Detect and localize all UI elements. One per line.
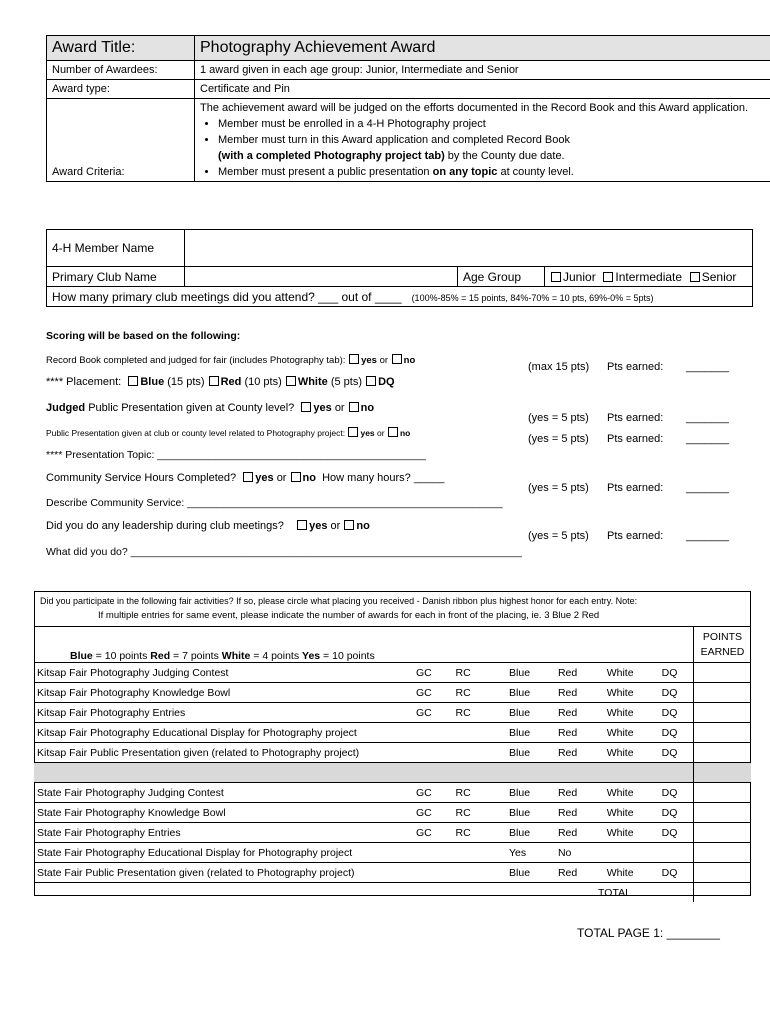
meetings-row — [47, 287, 753, 307]
criteria-text: by the County due date. — [444, 150, 565, 162]
criteria-bold: on any topic — [432, 166, 498, 178]
placement-line — [46, 376, 395, 388]
senior-checkbox[interactable] — [690, 272, 700, 282]
pts-earned-blank[interactable]: _______ — [686, 361, 729, 373]
placing-option[interactable] — [413, 723, 453, 743]
placing-option[interactable]: Red — [555, 723, 604, 743]
separator-cell — [604, 763, 659, 783]
placing-option[interactable]: Red — [555, 683, 604, 703]
event-name: Kitsap Fair Photography Entries — [34, 703, 413, 723]
award-info-table — [46, 35, 770, 182]
yes-label: yes — [313, 402, 332, 414]
placing-option[interactable]: Blue — [506, 823, 555, 843]
judged-label: Judged — [46, 402, 86, 414]
placing-option[interactable]: Blue — [506, 783, 555, 803]
meetings-scale: (100%-85% = 15 points, 84%-70% = 10 pts, 69%-0% = 5pts) — [411, 292, 654, 303]
criteria-item — [218, 164, 770, 180]
placing-option[interactable]: DQ — [659, 683, 694, 703]
separator-cell — [413, 763, 453, 783]
placing-option[interactable]: DQ — [659, 783, 694, 803]
points-earned-cell[interactable] — [693, 783, 751, 803]
judged-text: Public Presentation given at County level? — [88, 402, 295, 414]
placing-option[interactable]: RC — [453, 803, 507, 823]
placing-option[interactable]: White — [604, 783, 659, 803]
pts-earned-label: Pts earned: — [607, 412, 664, 424]
fair-total-cell[interactable] — [693, 883, 751, 903]
fair-total-row — [34, 883, 751, 903]
placing-option[interactable] — [659, 843, 694, 863]
placing-option[interactable]: DQ — [659, 743, 694, 763]
fair-row — [34, 683, 751, 703]
placing-option[interactable]: RC — [453, 663, 507, 683]
placing-option[interactable] — [453, 863, 507, 883]
separator-cell — [453, 763, 507, 783]
event-name: State Fair Photography Educational Display for Photography project — [34, 843, 413, 863]
intermediate-label: Intermediate — [615, 269, 683, 284]
placing-option[interactable]: GC — [413, 783, 453, 803]
community-line — [46, 472, 444, 484]
placing-option[interactable] — [413, 843, 453, 863]
dq-checkbox[interactable] — [366, 376, 376, 386]
points-header-1: POINTS — [702, 630, 742, 643]
no-label: no — [356, 520, 370, 532]
award-title-label: Award Title: — [47, 36, 195, 61]
placing-option[interactable]: RC — [453, 823, 507, 843]
placing-option[interactable]: GC — [413, 663, 453, 683]
club-name-field[interactable] — [185, 267, 458, 287]
separator-cell — [34, 763, 413, 783]
placing-option[interactable]: White — [604, 663, 659, 683]
club-name-label: Primary Club Name — [47, 267, 185, 287]
judged-yes-checkbox[interactable] — [301, 402, 311, 412]
placing-option[interactable]: Red — [555, 703, 604, 723]
placing-option[interactable]: DQ — [659, 723, 694, 743]
yes-label: yes — [361, 355, 377, 366]
placing-option[interactable]: White — [604, 683, 659, 703]
points-earned-cell[interactable] — [693, 663, 751, 683]
criteria-item: • Member must be enrolled in a 4-H Photography project — [218, 116, 770, 132]
red-pts: (10 pts) — [244, 376, 282, 388]
senior-label: Senior — [701, 269, 737, 284]
points-earned-cell[interactable] — [693, 843, 751, 863]
fair-table — [34, 626, 751, 902]
record-book-line — [46, 354, 415, 366]
placing-option[interactable]: Red — [555, 783, 604, 803]
placing-option[interactable]: DQ — [659, 703, 694, 723]
fair-row — [34, 863, 751, 883]
placing-option[interactable]: GC — [413, 823, 453, 843]
pts-earned-blank[interactable]: _______ — [686, 412, 729, 424]
yes-label: yes — [360, 428, 375, 438]
legend-yes: Yes — [302, 650, 321, 662]
separator-cell — [693, 763, 751, 783]
yes-label: yes — [309, 520, 328, 532]
legend-red-val: = 7 points — [170, 650, 222, 662]
legend-blue-val: = 10 points — [92, 650, 151, 662]
pts-yes5: (yes = 5 pts) — [528, 530, 589, 542]
criteria-text: Member must turn in this Award application and completed Record Book — [218, 134, 570, 146]
leadership-line — [46, 520, 370, 532]
member-info-table — [46, 229, 753, 307]
placing-option[interactable]: White — [604, 703, 659, 723]
placing-option[interactable]: Blue — [506, 683, 555, 703]
age-group-label: Age Group — [458, 267, 545, 287]
placing-option[interactable]: DQ — [659, 863, 694, 883]
dq-label: DQ — [378, 376, 395, 388]
event-name: State Fair Photography Knowledge Bowl — [34, 803, 413, 823]
separator-cell — [555, 763, 604, 783]
points-earned-cell[interactable] — [693, 823, 751, 843]
no-label: no — [399, 428, 411, 438]
fair-row — [34, 823, 751, 843]
placing-option[interactable]: DQ — [659, 803, 694, 823]
award-title-value: Photography Achievement Award — [195, 36, 770, 61]
separator-cell — [659, 763, 694, 783]
placing-option[interactable]: White — [604, 863, 659, 883]
or-label: or — [379, 355, 389, 366]
describe-community[interactable]: Describe Community Service: ______________________________________________________ — [46, 497, 503, 509]
fair-row — [34, 663, 751, 683]
placing-option[interactable]: Yes — [506, 843, 555, 863]
pts-max15: (max 15 pts) — [528, 361, 590, 373]
junior-checkbox[interactable] — [551, 272, 561, 282]
fair-separator-row — [34, 763, 751, 783]
fair-row — [34, 843, 751, 863]
placing-option[interactable] — [453, 843, 507, 863]
placing-option[interactable]: Red — [555, 743, 604, 763]
scoring-heading: Scoring will be based on the following: — [46, 330, 241, 342]
legend-red: Red — [150, 650, 171, 662]
awardees-label: Number of Awardees: — [47, 61, 195, 80]
placing-option[interactable]: RC — [453, 683, 507, 703]
placing-option[interactable] — [453, 723, 507, 743]
placing-option[interactable]: Blue — [506, 803, 555, 823]
leadership-no-checkbox[interactable] — [344, 520, 354, 530]
placing-option[interactable]: Blue — [506, 863, 555, 883]
placing-option[interactable]: Blue — [506, 743, 555, 763]
placing-option[interactable]: RC — [453, 783, 507, 803]
pts-earned-blank[interactable]: _______ — [686, 530, 729, 542]
criteria-item — [218, 132, 770, 164]
pts-earned-blank[interactable]: _______ — [686, 433, 729, 445]
event-name: Kitsap Fair Public Presentation given (related to Photography project) — [34, 743, 413, 763]
legend-blue: Blue — [70, 650, 93, 662]
points-header-2: EARNED — [700, 645, 745, 658]
white-checkbox[interactable] — [286, 376, 296, 386]
leadership-yes-checkbox[interactable] — [297, 520, 307, 530]
yes-label: yes — [255, 472, 274, 484]
community-text: Community Service Hours Completed? — [46, 472, 237, 484]
criteria-text: at county level. — [497, 166, 574, 178]
points-legend — [34, 627, 693, 663]
placing-option[interactable] — [453, 743, 507, 763]
placing-option[interactable]: Blue — [506, 723, 555, 743]
community-yes-checkbox[interactable] — [243, 472, 253, 482]
red-checkbox[interactable] — [209, 376, 219, 386]
pts-earned-label: Pts earned: — [607, 361, 664, 373]
fair-row — [34, 743, 751, 763]
event-name: State Fair Public Presentation given (related to Photography project) — [34, 863, 413, 883]
placing-option[interactable]: Red — [555, 663, 604, 683]
red-label: Red — [220, 376, 242, 388]
points-earned-cell[interactable] — [693, 723, 751, 743]
fair-instructions-2: If multiple entries for same event, please indicate the number of awards for each in front of the placing, ie. 3 Blue 2 Red — [98, 610, 600, 621]
placement-label: **** Placement: — [46, 376, 122, 388]
fair-row — [34, 803, 751, 823]
criteria-list — [200, 116, 770, 180]
separator-cell — [506, 763, 555, 783]
criteria-bold: (with a completed Photography project tab) — [218, 150, 445, 162]
placing-option[interactable]: Red — [555, 863, 604, 883]
how-many-hours[interactable]: How many hours? _____ — [322, 472, 445, 484]
club-presentation-yes-checkbox[interactable] — [348, 427, 358, 437]
placing-option[interactable]: White — [604, 823, 659, 843]
legend-white-val: = 4 points — [250, 650, 303, 662]
pts-earned-label: Pts earned: — [607, 482, 664, 494]
judged-no-checkbox[interactable] — [349, 402, 359, 412]
placing-option[interactable]: Red — [555, 823, 604, 843]
junior-label: Junior — [563, 269, 596, 284]
points-earned-cell[interactable] — [693, 683, 751, 703]
placing-option[interactable]: Blue — [506, 663, 555, 683]
placing-option[interactable]: RC — [453, 703, 507, 723]
pts-earned-label: Pts earned: — [607, 530, 664, 542]
fair-row — [34, 703, 751, 723]
placing-option[interactable]: GC — [413, 703, 453, 723]
placing-option[interactable]: Blue — [506, 703, 555, 723]
member-name-field[interactable] — [185, 230, 753, 267]
placing-option[interactable]: GC — [413, 683, 453, 703]
points-earned-cell[interactable] — [693, 803, 751, 823]
club-presentation-text: Public Presentation given at club or county level related to Photography project: — [46, 428, 346, 438]
meetings-question: How many primary club meetings did you attend? ___ out of ____ — [52, 289, 402, 304]
blue-label: Blue — [140, 376, 165, 388]
blue-checkbox[interactable] — [128, 376, 138, 386]
community-no-checkbox[interactable] — [291, 472, 301, 482]
award-type-label: Award type: — [47, 80, 195, 99]
event-name: State Fair Photography Judging Contest — [34, 783, 413, 803]
event-name: Kitsap Fair Photography Educational Display for Photography project — [34, 723, 413, 743]
or-label: or — [334, 402, 345, 414]
placing-option[interactable] — [413, 743, 453, 763]
points-earned-cell[interactable] — [693, 703, 751, 723]
what-did-you-do[interactable]: What did you do? ___________________________________________________________________ — [46, 546, 522, 558]
member-name-label: 4-H Member Name — [47, 230, 185, 267]
no-label: no — [403, 355, 416, 366]
legend-white: White — [221, 650, 251, 662]
leadership-text: Did you do any leadership during club meetings? — [46, 520, 284, 532]
criteria-text: Member must present a public presentation — [218, 166, 433, 178]
total-page[interactable]: TOTAL PAGE 1: ________ — [577, 926, 720, 940]
age-group-options — [545, 267, 753, 287]
awardees-value: 1 award given in each age group: Junior, Intermediate and Senior — [195, 61, 770, 80]
placing-option[interactable] — [413, 863, 453, 883]
record-book-yes-checkbox[interactable] — [349, 354, 359, 364]
fair-rows — [34, 663, 751, 903]
placing-option[interactable]: Red — [555, 803, 604, 823]
fair-row — [34, 723, 751, 743]
blue-pts: (15 pts) — [167, 376, 205, 388]
legend-yes-val: = 10 points — [320, 650, 375, 662]
pts-earned-blank[interactable]: _______ — [686, 482, 729, 494]
pts-earned-label: Pts earned: — [607, 433, 664, 445]
placing-option[interactable] — [604, 843, 659, 863]
placing-option[interactable]: White — [604, 743, 659, 763]
no-label: no — [302, 472, 316, 484]
placing-option[interactable]: DQ — [659, 663, 694, 683]
points-earned-cell[interactable] — [693, 863, 751, 883]
record-book-no-checkbox[interactable] — [392, 354, 402, 364]
record-book-text: Record Book completed and judged for fair (includes Photography tab): — [46, 355, 346, 366]
pts-yes5: (yes = 5 pts) — [528, 412, 589, 424]
criteria-intro: The achievement award will be judged on the efforts documented in the Record Book and this Award application. — [200, 102, 749, 114]
presentation-topic[interactable]: **** Presentation Topic: ______________________________________________ — [46, 449, 426, 461]
award-type-value: Certificate and Pin — [195, 80, 770, 99]
judged-line — [46, 402, 374, 414]
event-name: State Fair Photography Entries — [34, 823, 413, 843]
no-label: no — [360, 402, 375, 414]
club-presentation-no-checkbox[interactable] — [388, 427, 398, 437]
white-pts: (5 pts) — [330, 376, 363, 388]
placing-option[interactable]: White — [604, 723, 659, 743]
intermediate-checkbox[interactable] — [603, 272, 613, 282]
or-label: or — [377, 428, 385, 438]
pts-yes5: (yes = 5 pts) — [528, 482, 589, 494]
placing-option[interactable]: No — [555, 843, 604, 863]
points-earned-cell[interactable] — [693, 743, 751, 763]
event-name: Kitsap Fair Photography Judging Contest — [34, 663, 413, 683]
placing-option[interactable]: DQ — [659, 823, 694, 843]
fair-total-label: TOTAL — [34, 883, 693, 903]
fair-row — [34, 783, 751, 803]
club-presentation-line — [46, 427, 410, 438]
fair-instructions-1: Did you participate in the following fair activities? If so, please circle what placing you received - Danish ribbon plus highest honor for each entry. Note: — [40, 596, 638, 606]
points-earned-header — [693, 627, 751, 663]
or-label: or — [276, 472, 287, 484]
placing-option[interactable]: GC — [413, 803, 453, 823]
white-label: White — [297, 376, 328, 388]
placing-option[interactable]: White — [604, 803, 659, 823]
award-criteria-label: Award Criteria: — [47, 99, 195, 182]
or-label: or — [330, 520, 341, 532]
pts-yes5: (yes = 5 pts) — [528, 433, 589, 445]
event-name: Kitsap Fair Photography Knowledge Bowl — [34, 683, 413, 703]
award-criteria-cell — [195, 99, 770, 182]
